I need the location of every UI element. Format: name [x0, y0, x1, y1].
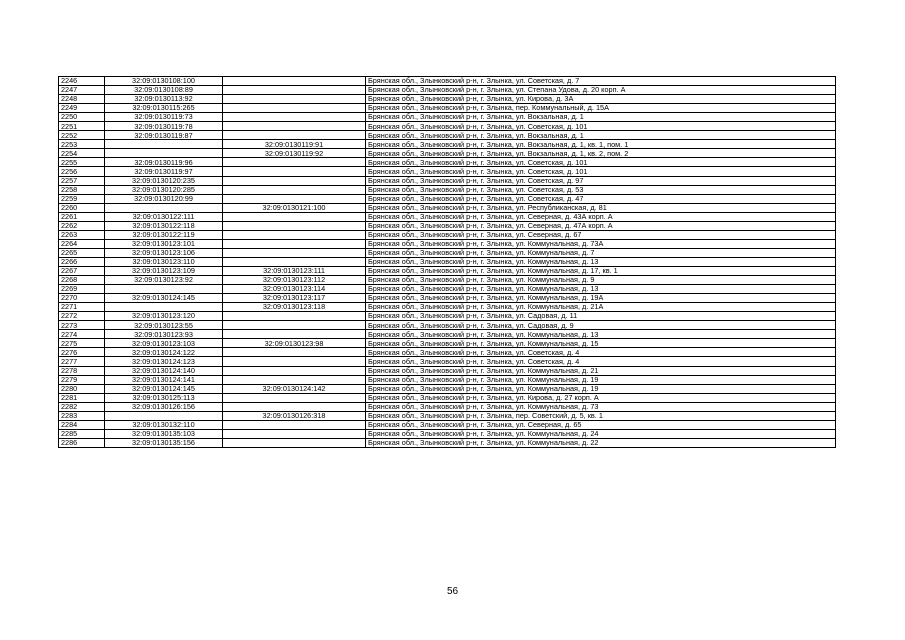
- address-cell: Брянская обл., Злынковский р-н, г. Злынка, ул. Коммунальная, д. 13: [366, 285, 836, 294]
- address-cell: Брянская обл., Злынковский р-н, г. Злынка, ул. Республиканская, д. 81: [366, 203, 836, 212]
- address-cell: Брянская обл., Злынковский р-н, г. Злынка, ул. Степана Удова, д. 20 корп. А: [366, 86, 836, 95]
- table-row: [59, 95, 836, 104]
- table-row: [59, 266, 836, 275]
- cadastral-number-cell: 32:09:0130108:100: [105, 77, 223, 86]
- premises-cadastral-number-cell: [223, 357, 366, 366]
- address-cell: Брянская обл., Злынковский р-н, г. Злынка, ул. Коммунальная, д. 21: [366, 366, 836, 375]
- address-cell: Брянская обл., Злынковский р-н, г. Злынка, ул. Вокзальная, д. 1: [366, 113, 836, 122]
- cadastral-number-cell: 32:09:0130124:123: [105, 357, 223, 366]
- table-row: [59, 321, 836, 330]
- address-cell: Брянская обл., Злынковский р-н, г. Злынка, ул. Вокзальная, д. 1, кв. 1, пом. 1: [366, 140, 836, 149]
- row-number-cell: 2268: [59, 276, 105, 285]
- cadastral-number-cell: 32:09:0130119:73: [105, 113, 223, 122]
- row-number-cell: 2274: [59, 330, 105, 339]
- cadastral-number-cell: [105, 140, 223, 149]
- row-number-cell: 2254: [59, 149, 105, 158]
- cadastral-number-cell: 32:09:0130124:145: [105, 384, 223, 393]
- cadastral-number-cell: 32:09:0130115:265: [105, 104, 223, 113]
- premises-cadastral-number-cell: 32:09:0130119:91: [223, 140, 366, 149]
- premises-cadastral-number-cell: [223, 366, 366, 375]
- cadastral-number-cell: 32:09:0130122:118: [105, 221, 223, 230]
- address-cell: Брянская обл., Злынковский р-н, г. Злынка, ул. Северная, д. 65: [366, 420, 836, 429]
- row-number-cell: 2281: [59, 393, 105, 402]
- row-number-cell: 2260: [59, 203, 105, 212]
- cadastral-number-cell: [105, 203, 223, 212]
- cadastral-number-cell: 32:09:0130119:97: [105, 167, 223, 176]
- row-number-cell: 2279: [59, 375, 105, 384]
- table-row: [59, 158, 836, 167]
- table-row: [59, 393, 836, 402]
- row-number-cell: 2253: [59, 140, 105, 149]
- table-row: [59, 276, 836, 285]
- table-row: [59, 122, 836, 131]
- cadastral-number-cell: [105, 285, 223, 294]
- table-row: [59, 348, 836, 357]
- cadastral-number-cell: 32:09:0130123:109: [105, 266, 223, 275]
- premises-cadastral-number-cell: [223, 348, 366, 357]
- premises-cadastral-number-cell: [223, 77, 366, 86]
- cadastral-number-cell: 32:09:0130123:120: [105, 312, 223, 321]
- cadastral-number-cell: 32:09:0130108:89: [105, 86, 223, 95]
- cadastral-number-cell: 32:09:0130132:110: [105, 420, 223, 429]
- table-row: [59, 86, 836, 95]
- address-cell: Брянская обл., Злынковский р-н, г. Злынка, ул. Коммунальная, д. 19: [366, 375, 836, 384]
- premises-cadastral-number-cell: [223, 185, 366, 194]
- cadastral-number-cell: 32:09:0130122:111: [105, 212, 223, 221]
- address-cell: Брянская обл., Злынковский р-н, г. Злынка, ул. Коммунальная, д. 9: [366, 276, 836, 285]
- address-cell: Брянская обл., Злынковский р-н, г. Злынка, ул. Кирова, д. 27 корп. А: [366, 393, 836, 402]
- cadastral-number-cell: 32:09:0130119:96: [105, 158, 223, 167]
- table-row: [59, 402, 836, 411]
- premises-cadastral-number-cell: [223, 312, 366, 321]
- address-cell: Брянская обл., Злынковский р-н, г. Злынка, ул. Садовая, д. 9: [366, 321, 836, 330]
- premises-cadastral-number-cell: 32:09:0130123:112: [223, 276, 366, 285]
- cadastral-number-cell: 32:09:0130123:93: [105, 330, 223, 339]
- premises-cadastral-number-cell: 32:09:0130123:114: [223, 285, 366, 294]
- address-cell: Брянская обл., Злынковский р-н, г. Злынка, ул. Коммунальная, д. 19: [366, 384, 836, 393]
- cadastral-number-cell: 32:09:0130126:156: [105, 402, 223, 411]
- table-row: [59, 239, 836, 248]
- cadastral-number-cell: 32:09:0130123:101: [105, 239, 223, 248]
- row-number-cell: 2255: [59, 158, 105, 167]
- table-row: [59, 113, 836, 122]
- row-number-cell: 2282: [59, 402, 105, 411]
- address-cell: Брянская обл., Злынковский р-н, г. Злынка, ул. Вокзальная, д. 1: [366, 131, 836, 140]
- table-row: [59, 429, 836, 438]
- row-number-cell: 2257: [59, 176, 105, 185]
- premises-cadastral-number-cell: [223, 176, 366, 185]
- table-row: [59, 303, 836, 312]
- premises-cadastral-number-cell: [223, 194, 366, 203]
- cadastral-number-cell: 32:09:0130125:113: [105, 393, 223, 402]
- table-row: [59, 140, 836, 149]
- cadastral-number-cell: 32:09:0130123:106: [105, 248, 223, 257]
- row-number-cell: 2277: [59, 357, 105, 366]
- cadastral-number-cell: 32:09:0130123:92: [105, 276, 223, 285]
- table-row: [59, 339, 836, 348]
- premises-cadastral-number-cell: 32:09:0130126:318: [223, 411, 366, 420]
- table-row: [59, 438, 836, 447]
- address-cell: Брянская обл., Злынковский р-н, г. Злынка, ул. Северная, д. 43А корп. А: [366, 212, 836, 221]
- table-row: [59, 194, 836, 203]
- table-row: [59, 420, 836, 429]
- address-cell: Брянская обл., Злынковский р-н, г. Злынка, ул. Коммунальная, д. 21А: [366, 303, 836, 312]
- table-row: [59, 294, 836, 303]
- address-cell: Брянская обл., Злынковский р-н, г. Злынка, ул. Советская, д. 4: [366, 357, 836, 366]
- cadastral-number-cell: 32:09:0130123:110: [105, 257, 223, 266]
- cadastral-number-cell: 32:09:0130120:99: [105, 194, 223, 203]
- premises-cadastral-number-cell: [223, 95, 366, 104]
- table-row: [59, 357, 836, 366]
- row-number-cell: 2285: [59, 429, 105, 438]
- address-cell: Брянская обл., Злынковский р-н, г. Злынка, ул. Кирова, д. 3А: [366, 95, 836, 104]
- address-cell: Брянская обл., Злынковский р-н, г. Злынка, ул. Коммунальная, д. 19А: [366, 294, 836, 303]
- premises-cadastral-number-cell: [223, 86, 366, 95]
- table-row: [59, 77, 836, 86]
- premises-cadastral-number-cell: [223, 393, 366, 402]
- address-cell: Брянская обл., Злынковский р-н, г. Злынка, ул. Коммунальная, д. 73А: [366, 239, 836, 248]
- premises-cadastral-number-cell: [223, 257, 366, 266]
- address-cell: Брянская обл., Злынковский р-н, г. Злынка, ул. Коммунальная, д. 15: [366, 339, 836, 348]
- address-cell: Брянская обл., Злынковский р-н, г. Злынка, ул. Советская, д. 97: [366, 176, 836, 185]
- row-number-cell: 2272: [59, 312, 105, 321]
- premises-cadastral-number-cell: 32:09:0130121:100: [223, 203, 366, 212]
- row-number-cell: 2262: [59, 221, 105, 230]
- premises-cadastral-number-cell: [223, 167, 366, 176]
- row-number-cell: 2269: [59, 285, 105, 294]
- row-number-cell: 2283: [59, 411, 105, 420]
- row-number-cell: 2249: [59, 104, 105, 113]
- cadastral-number-cell: 32:09:0130123:55: [105, 321, 223, 330]
- registry-table: [58, 76, 836, 448]
- address-cell: Брянская обл., Злынковский р-н, г. Злынка, ул. Вокзальная, д. 1, кв. 2, пом. 2: [366, 149, 836, 158]
- row-number-cell: 2266: [59, 257, 105, 266]
- premises-cadastral-number-cell: 32:09:0130123:117: [223, 294, 366, 303]
- row-number-cell: 2273: [59, 321, 105, 330]
- cadastral-number-cell: 32:09:0130135:156: [105, 438, 223, 447]
- table-row: [59, 131, 836, 140]
- premises-cadastral-number-cell: 32:09:0130123:118: [223, 303, 366, 312]
- address-cell: Брянская обл., Злынковский р-н, г. Злынка, пер. Коммунальный, д. 15А: [366, 104, 836, 113]
- premises-cadastral-number-cell: [223, 330, 366, 339]
- row-number-cell: 2248: [59, 95, 105, 104]
- address-cell: Брянская обл., Злынковский р-н, г. Злынка, ул. Садовая, д. 11: [366, 312, 836, 321]
- address-cell: Брянская обл., Злынковский р-н, г. Злынка, ул. Коммунальная, д. 22: [366, 438, 836, 447]
- registry-table-body: [59, 77, 836, 448]
- premises-cadastral-number-cell: [223, 420, 366, 429]
- address-cell: Брянская обл., Злынковский р-н, г. Злынка, ул. Коммунальная, д. 13: [366, 330, 836, 339]
- row-number-cell: 2271: [59, 303, 105, 312]
- address-cell: Брянская обл., Злынковский р-н, г. Злынка, ул. Коммунальная, д. 73: [366, 402, 836, 411]
- row-number-cell: 2252: [59, 131, 105, 140]
- row-number-cell: 2280: [59, 384, 105, 393]
- premises-cadastral-number-cell: 32:09:0130123:98: [223, 339, 366, 348]
- address-cell: Брянская обл., Злынковский р-н, г. Злынка, ул. Советская, д. 101: [366, 158, 836, 167]
- cadastral-number-cell: 32:09:0130120:285: [105, 185, 223, 194]
- address-cell: Брянская обл., Злынковский р-н, г. Злынка, ул. Советская, д. 101: [366, 122, 836, 131]
- cadastral-number-cell: 32:09:0130124:145: [105, 294, 223, 303]
- premises-cadastral-number-cell: [223, 230, 366, 239]
- cadastral-number-cell: 32:09:0130120:235: [105, 176, 223, 185]
- premises-cadastral-number-cell: [223, 131, 366, 140]
- table-row: [59, 104, 836, 113]
- cadastral-number-cell: 32:09:0130123:103: [105, 339, 223, 348]
- row-number-cell: 2263: [59, 230, 105, 239]
- table-row: [59, 221, 836, 230]
- address-cell: Брянская обл., Злынковский р-н, г. Злынка, ул. Советская, д. 101: [366, 167, 836, 176]
- premises-cadastral-number-cell: [223, 429, 366, 438]
- premises-cadastral-number-cell: [223, 375, 366, 384]
- cadastral-number-cell: 32:09:0130119:87: [105, 131, 223, 140]
- row-number-cell: 2258: [59, 185, 105, 194]
- row-number-cell: 2251: [59, 122, 105, 131]
- premises-cadastral-number-cell: 32:09:0130124:142: [223, 384, 366, 393]
- address-cell: Брянская обл., Злынковский р-н, г. Злынка, ул. Северная, д. 67: [366, 230, 836, 239]
- table-row: [59, 176, 836, 185]
- address-cell: Брянская обл., Злынковский р-н, г. Злынка, ул. Северная, д. 47А корп. А: [366, 221, 836, 230]
- row-number-cell: 2267: [59, 266, 105, 275]
- row-number-cell: 2261: [59, 212, 105, 221]
- table-row: [59, 366, 836, 375]
- table-row: [59, 212, 836, 221]
- row-number-cell: 2276: [59, 348, 105, 357]
- premises-cadastral-number-cell: [223, 122, 366, 131]
- table-row: [59, 384, 836, 393]
- row-number-cell: 2250: [59, 113, 105, 122]
- cadastral-number-cell: 32:09:0130124:122: [105, 348, 223, 357]
- address-cell: Брянская обл., Злынковский р-н, г. Злынка, ул. Коммунальная, д. 7: [366, 248, 836, 257]
- premises-cadastral-number-cell: [223, 239, 366, 248]
- address-cell: Брянская обл., Злынковский р-н, г. Злынка, ул. Советская, д. 4: [366, 348, 836, 357]
- premises-cadastral-number-cell: [223, 113, 366, 122]
- page-number: 56: [446, 586, 459, 597]
- premises-cadastral-number-cell: [223, 248, 366, 257]
- row-number-cell: 2264: [59, 239, 105, 248]
- premises-cadastral-number-cell: [223, 402, 366, 411]
- premises-cadastral-number-cell: [223, 438, 366, 447]
- row-number-cell: 2247: [59, 86, 105, 95]
- premises-cadastral-number-cell: [223, 158, 366, 167]
- table-row: [59, 185, 836, 194]
- cadastral-number-cell: 32:09:0130135:103: [105, 429, 223, 438]
- table-row: [59, 230, 836, 239]
- table-row: [59, 330, 836, 339]
- row-number-cell: 2270: [59, 294, 105, 303]
- cadastral-number-cell: 32:09:0130119:78: [105, 122, 223, 131]
- address-cell: Брянская обл., Злынковский р-н, г. Злынка, ул. Коммунальная, д. 17, кв. 1: [366, 266, 836, 275]
- address-cell: Брянская обл., Злынковский р-н, г. Злынка, ул. Советская, д. 53: [366, 185, 836, 194]
- premises-cadastral-number-cell: [223, 212, 366, 221]
- row-number-cell: 2275: [59, 339, 105, 348]
- table-row: [59, 167, 836, 176]
- cadastral-number-cell: 32:09:0130122:119: [105, 230, 223, 239]
- cadastral-number-cell: 32:09:0130113:92: [105, 95, 223, 104]
- address-cell: Брянская обл., Злынковский р-н, г. Злынка, ул. Коммунальная, д. 24: [366, 429, 836, 438]
- row-number-cell: 2284: [59, 420, 105, 429]
- premises-cadastral-number-cell: [223, 321, 366, 330]
- table-row: [59, 257, 836, 266]
- table-row: [59, 285, 836, 294]
- row-number-cell: 2278: [59, 366, 105, 375]
- table-row: [59, 203, 836, 212]
- address-cell: Брянская обл., Злынковский р-н, г. Злынка, ул. Советская, д. 47: [366, 194, 836, 203]
- address-cell: Брянская обл., Злынковский р-н, г. Злынка, пер. Советский, д. 5, кв. 1: [366, 411, 836, 420]
- cadastral-number-cell: [105, 149, 223, 158]
- premises-cadastral-number-cell: [223, 221, 366, 230]
- address-cell: Брянская обл., Злынковский р-н, г. Злынка, ул. Коммунальная, д. 13: [366, 257, 836, 266]
- premises-cadastral-number-cell: 32:09:0130119:92: [223, 149, 366, 158]
- cadastral-number-cell: [105, 411, 223, 420]
- table-row: [59, 411, 836, 420]
- row-number-cell: 2259: [59, 194, 105, 203]
- cadastral-number-cell: 32:09:0130124:140: [105, 366, 223, 375]
- row-number-cell: 2265: [59, 248, 105, 257]
- row-number-cell: 2246: [59, 77, 105, 86]
- premises-cadastral-number-cell: [223, 104, 366, 113]
- premises-cadastral-number-cell: 32:09:0130123:111: [223, 266, 366, 275]
- row-number-cell: 2256: [59, 167, 105, 176]
- cadastral-number-cell: 32:09:0130124:141: [105, 375, 223, 384]
- table-row: [59, 149, 836, 158]
- table-row: [59, 248, 836, 257]
- row-number-cell: 2286: [59, 438, 105, 447]
- table-row: [59, 375, 836, 384]
- cadastral-number-cell: [105, 303, 223, 312]
- address-cell: Брянская обл., Злынковский р-н, г. Злынка, ул. Советская, д. 7: [366, 77, 836, 86]
- table-row: [59, 312, 836, 321]
